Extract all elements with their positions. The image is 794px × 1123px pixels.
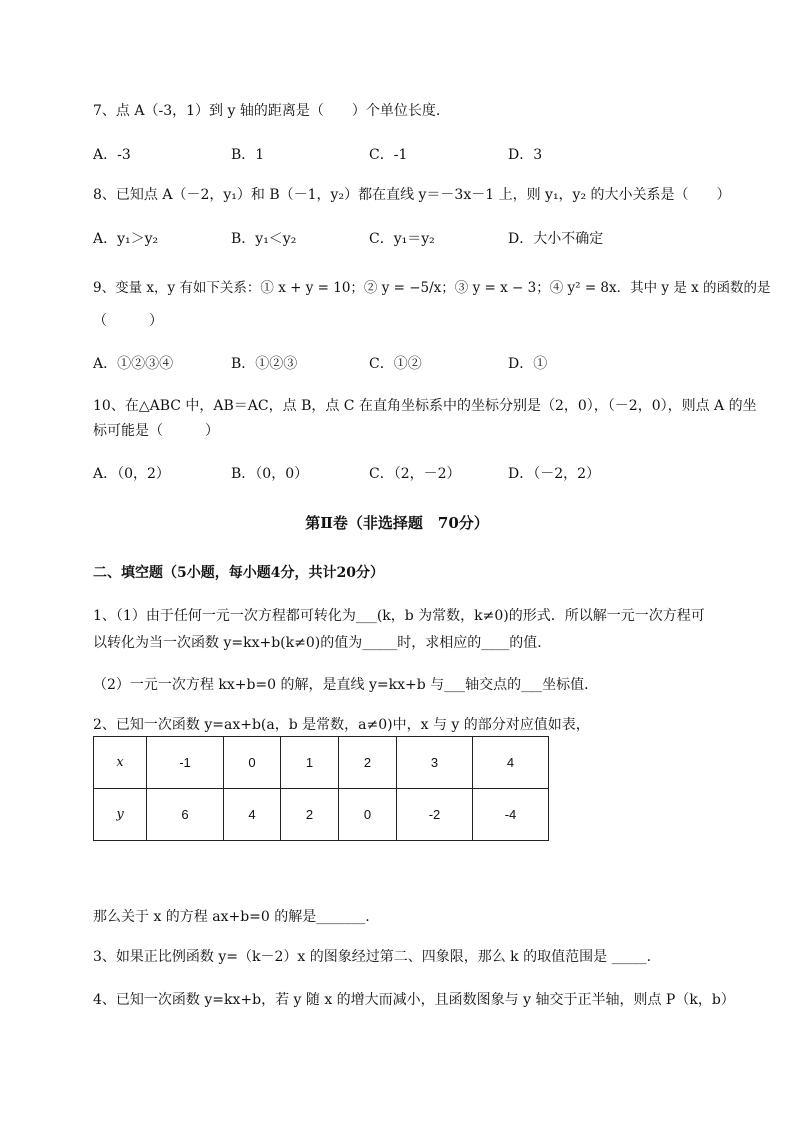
table-cell: 2 (339, 737, 397, 789)
q7-option-a: A．-3 (93, 147, 131, 163)
question-7-text: 7、点 A（-3，1）到 y 轴的距离是（ ）个单位长度. (93, 103, 441, 119)
table-cell: -2 (397, 789, 473, 841)
fill-1-line-3: （2）一元一次方程 kx+b=0 的解，是直线 y=kx+b 与___轴交点的___坐标值． (93, 677, 599, 693)
question-8-text: 8、已知点 A（－2，y₁）和 B（－1，y₂）都在直线 y＝－3x－1 上，则 y₁，y₂ 的大小关系是（ ） (93, 187, 731, 203)
q10-option-a: A．（0，2） (93, 466, 170, 482)
q7-option-b: B．1 (231, 147, 265, 163)
fill-3-text: 3、如果正比例函数 y=（k－2）x 的图象经过第二、四象限，那么 k 的取值范围是 _____. (93, 949, 652, 965)
q9-option-b: B．①②③ (231, 356, 298, 372)
q10-option-d: D．（－2，2） (508, 466, 601, 482)
table-cell: 2 (281, 789, 339, 841)
q9-option-a: A．①②③④ (93, 356, 174, 372)
table-cell: 3 (397, 737, 473, 789)
q8-option-a: A．y₁＞y₂ (93, 231, 159, 247)
fill-4-text: 4、已知一次函数 y=kx+b，若 y 随 x 的增大而减小，且函数图象与 y 轴交于正半轴，则点 P（k，b） (93, 992, 735, 1008)
table-header-x: x (94, 737, 147, 789)
fill-2-after-table: 那么关于 x 的方程 ax+b=0 的解是_______. (93, 909, 370, 925)
fill-in-part-title: 二、填空题（5小题，每小题4分，共计20分） (93, 565, 384, 581)
q7-option-c: C．-1 (369, 147, 408, 163)
q8-option-b: B．y₁＜y₂ (231, 231, 297, 247)
table-cell: 0 (224, 737, 281, 789)
table-row-x (94, 737, 549, 789)
question-9-text-cont: （ ） (93, 313, 163, 329)
table-header-y: y (94, 789, 147, 841)
table-cell: -4 (473, 789, 549, 841)
question-10-text: 10、在△ABC 中，AB＝AC，点 B，点 C 在直角坐标系中的坐标分别是（2，0），（－2，0），则点 A 的坐 (93, 398, 757, 414)
q8-option-c: C．y₁＝y₂ (369, 231, 435, 247)
q8-option-d: D．大小不确定 (508, 231, 604, 247)
q7-option-d: D．3 (508, 147, 543, 163)
question-10-text-cont: 标可能是（ ） (93, 423, 219, 439)
table-cell: 1 (281, 737, 339, 789)
table-cell: 4 (473, 737, 549, 789)
table-cell: -1 (147, 737, 224, 789)
table-cell: 4 (224, 789, 281, 841)
fill-1-line-1: 1、（1）由于任何一元一次方程都可转化为___(k，b 为常数，k≠0)的形式．所以解一元一次方程可 (93, 608, 705, 624)
table-cell: 0 (339, 789, 397, 841)
fill-1-line-2: 以转化为当一次函数 y=kx+b(k≠0)的值为_____时，求相应的____的值． (93, 635, 552, 651)
value-table (93, 736, 549, 841)
question-9-text: 9、变量 x，y 有如下关系：① x + y = 10；② y = −5/x；③ y = x − 3；④ y² = 8x．其中 y 是 x 的函数的是 (93, 280, 771, 296)
q10-option-c: C．（2，－2） (369, 466, 461, 482)
q10-option-b: B．（0，0） (231, 466, 309, 482)
section-2-title: 第Ⅱ卷（非选择题 70分） (305, 514, 489, 532)
q9-option-c: C．①② (369, 356, 422, 372)
table-cell: 6 (147, 789, 224, 841)
q9-option-d: D．① (508, 356, 548, 372)
table-row-y (94, 789, 549, 841)
fill-2-text: 2、已知一次函数 y=ax+b(a，b 是常数，a≠0)中，x 与 y 的部分对应值如表， (93, 717, 590, 733)
